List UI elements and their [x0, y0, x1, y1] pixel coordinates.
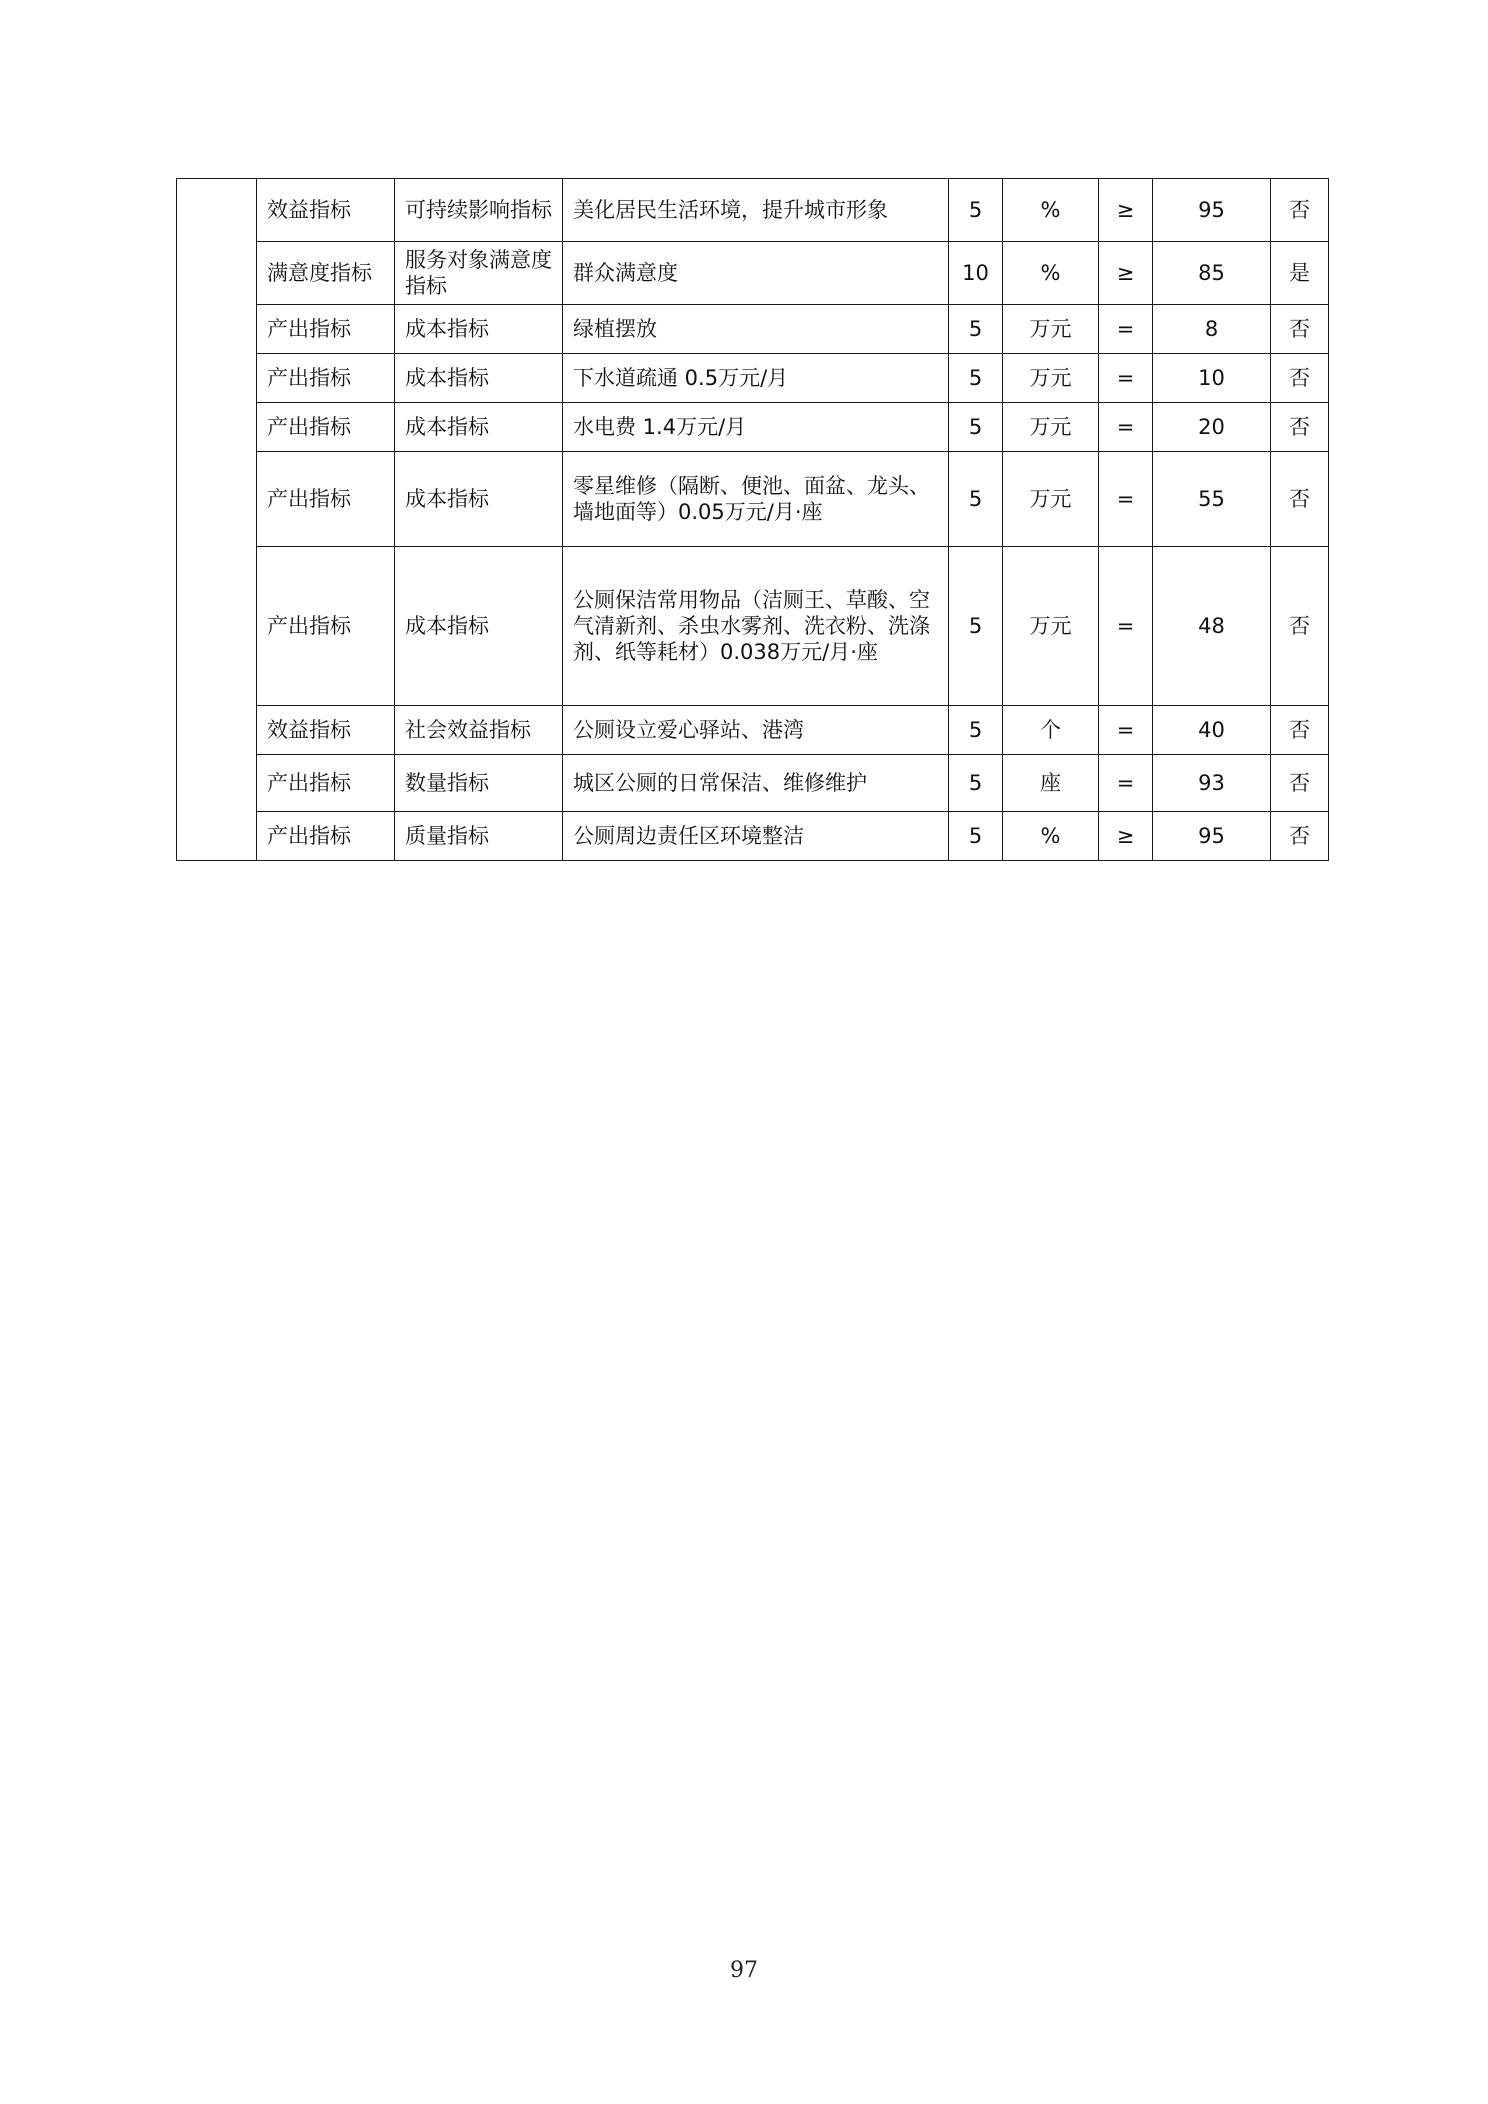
- level2-indicator-cell: 质量指标: [395, 812, 563, 861]
- indicator-content-cell: 公厕设立爱心驿站、港湾: [563, 706, 949, 755]
- operator-cell: =: [1099, 403, 1153, 452]
- unit-cell: 万元: [1003, 547, 1099, 706]
- unit-cell: 个: [1003, 706, 1099, 755]
- target-value-cell: 95: [1153, 179, 1271, 242]
- level2-indicator-cell: 服务对象满意度指标: [395, 242, 563, 305]
- unit-cell: %: [1003, 242, 1099, 305]
- level1-indicator-cell: 效益指标: [257, 179, 395, 242]
- unit-cell: 座: [1003, 755, 1099, 812]
- unit-cell: %: [1003, 179, 1099, 242]
- level1-indicator-cell: 产出指标: [257, 305, 395, 354]
- operator-cell: =: [1099, 755, 1153, 812]
- unit-cell: 万元: [1003, 354, 1099, 403]
- weight-cell: 5: [949, 547, 1003, 706]
- level1-indicator-cell: 产出指标: [257, 452, 395, 547]
- level1-indicator-cell: 效益指标: [257, 706, 395, 755]
- indicator-content-cell: 公厕保洁常用物品（洁厕王、草酸、空气清新剂、杀虫水雾剂、洗衣粉、洗涤剂、纸等耗材）0.038万元/月·座: [563, 547, 949, 706]
- operator-cell: =: [1099, 706, 1153, 755]
- level1-indicator-cell: 产出指标: [257, 403, 395, 452]
- unit-cell: %: [1003, 812, 1099, 861]
- target-value-cell: 93: [1153, 755, 1271, 812]
- core-indicator-cell: 否: [1271, 755, 1329, 812]
- operator-cell: =: [1099, 452, 1153, 547]
- operator-cell: =: [1099, 547, 1153, 706]
- level2-indicator-cell: 社会效益指标: [395, 706, 563, 755]
- level2-indicator-cell: 可持续影响指标: [395, 179, 563, 242]
- indicator-content-cell: 下水道疏通 0.5万元/月: [563, 354, 949, 403]
- level2-indicator-cell: 成本指标: [395, 403, 563, 452]
- level1-indicator-cell: 满意度指标: [257, 242, 395, 305]
- unit-cell: 万元: [1003, 305, 1099, 354]
- level1-indicator-cell: 产出指标: [257, 812, 395, 861]
- core-indicator-cell: 否: [1271, 452, 1329, 547]
- core-indicator-cell: 否: [1271, 354, 1329, 403]
- core-indicator-cell: 否: [1271, 179, 1329, 242]
- indicator-content-cell: 水电费 1.4万元/月: [563, 403, 949, 452]
- weight-cell: 5: [949, 706, 1003, 755]
- core-indicator-cell: 否: [1271, 547, 1329, 706]
- operator-cell: =: [1099, 305, 1153, 354]
- target-value-cell: 85: [1153, 242, 1271, 305]
- weight-cell: 5: [949, 305, 1003, 354]
- indicator-content-cell: 绿植摆放: [563, 305, 949, 354]
- target-value-cell: 10: [1153, 354, 1271, 403]
- indicator-content-cell: 公厕周边责任区环境整洁: [563, 812, 949, 861]
- table-row: [177, 452, 1329, 547]
- core-indicator-cell: 是: [1271, 242, 1329, 305]
- operator-cell: ≥: [1099, 242, 1153, 305]
- weight-cell: 10: [949, 242, 1003, 305]
- target-value-cell: 20: [1153, 403, 1271, 452]
- level1-indicator-cell: 产出指标: [257, 755, 395, 812]
- target-value-cell: 8: [1153, 305, 1271, 354]
- operator-cell: ≥: [1099, 179, 1153, 242]
- level2-indicator-cell: 成本指标: [395, 547, 563, 706]
- weight-cell: 5: [949, 354, 1003, 403]
- weight-cell: 5: [949, 755, 1003, 812]
- target-value-cell: 48: [1153, 547, 1271, 706]
- target-value-cell: 95: [1153, 812, 1271, 861]
- merged-category-cell: [177, 179, 257, 861]
- unit-cell: 万元: [1003, 452, 1099, 547]
- core-indicator-cell: 否: [1271, 403, 1329, 452]
- performance-indicator-table: [176, 178, 1329, 861]
- core-indicator-cell: 否: [1271, 706, 1329, 755]
- table-row: [177, 354, 1329, 403]
- target-value-cell: 55: [1153, 452, 1271, 547]
- core-indicator-cell: 否: [1271, 812, 1329, 861]
- level2-indicator-cell: 数量指标: [395, 755, 563, 812]
- table-row: [177, 403, 1329, 452]
- level2-indicator-cell: 成本指标: [395, 354, 563, 403]
- page-number: 97: [730, 1958, 758, 1983]
- table-row: [177, 547, 1329, 706]
- target-value-cell: 40: [1153, 706, 1271, 755]
- weight-cell: 5: [949, 812, 1003, 861]
- operator-cell: =: [1099, 354, 1153, 403]
- table-row: [177, 812, 1329, 861]
- level1-indicator-cell: 产出指标: [257, 354, 395, 403]
- table-row: [177, 706, 1329, 755]
- weight-cell: 5: [949, 179, 1003, 242]
- weight-cell: 5: [949, 452, 1003, 547]
- table-body: [177, 179, 1329, 861]
- table-row: [177, 179, 1329, 242]
- table-row: [177, 242, 1329, 305]
- indicator-content-cell: 群众满意度: [563, 242, 949, 305]
- indicator-content-cell: 零星维修（隔断、便池、面盆、龙头、墙地面等）0.05万元/月·座: [563, 452, 949, 547]
- table-row: [177, 755, 1329, 812]
- unit-cell: 万元: [1003, 403, 1099, 452]
- operator-cell: ≥: [1099, 812, 1153, 861]
- core-indicator-cell: 否: [1271, 305, 1329, 354]
- table-row: [177, 305, 1329, 354]
- indicator-content-cell: 美化居民生活环境，提升城市形象: [563, 179, 949, 242]
- indicator-content-cell: 城区公厕的日常保洁、维修维护: [563, 755, 949, 812]
- level1-indicator-cell: 产出指标: [257, 547, 395, 706]
- level2-indicator-cell: 成本指标: [395, 452, 563, 547]
- level2-indicator-cell: 成本指标: [395, 305, 563, 354]
- weight-cell: 5: [949, 403, 1003, 452]
